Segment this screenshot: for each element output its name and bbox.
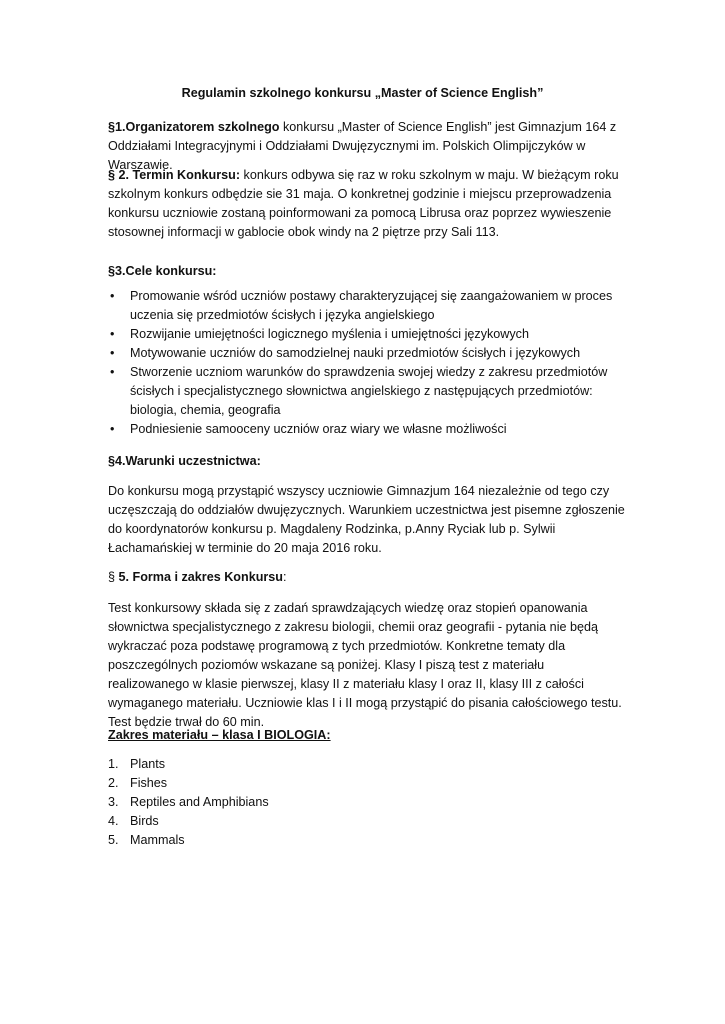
section-3-heading: §3.Cele konkursu: — [108, 264, 217, 278]
section-5-suffix: : — [283, 570, 287, 584]
section-4-heading: §4.Warunki uczestnictwa: — [108, 454, 261, 468]
list-item — [108, 755, 628, 774]
list-item — [108, 774, 628, 793]
goal-text: Stworzenie uczniom warunków do sprawdzenia swojej wiedzy z zakresu przedmiotów ścisłych i specjalistycznego słownictwa angielskiego z następujących przedmiotów: biologia, chemia, geografia — [130, 365, 608, 417]
list-number: 3. — [108, 795, 119, 809]
list-item — [108, 812, 628, 831]
topic-label: Birds — [130, 814, 159, 828]
goal-text: Motywowanie uczniów do samodzielnej nauki przedmiotów ścisłych i językowych — [130, 346, 581, 360]
material-scope-heading: Zakres materiału – klasa I BIOLOGIA: — [108, 728, 331, 742]
bullet-icon: • — [110, 327, 115, 341]
topic-label: Reptiles and Amphibians — [130, 795, 269, 809]
list-item — [108, 793, 628, 812]
list-item — [108, 363, 628, 420]
section-5-label: 5. Forma i zakres Konkursu — [118, 570, 283, 584]
list-item — [108, 287, 628, 325]
material-scope-list — [108, 755, 628, 850]
list-item — [108, 325, 628, 344]
section-1-text: konkursu „Master of Science English” jest Gimnazjum 164 z Oddziałami Integracyjnymi i Oddziałami Dwujęzycznymi im. Polskich Olimpijczyków w Warszawie. — [108, 120, 617, 172]
list-number: 2. — [108, 776, 119, 790]
list-number: 4. — [108, 814, 119, 828]
section-5-text: Test konkursowy składa się z zadań sprawdzających wiedzę oraz stopień opanowania słownictwa specjalistycznego z zakresu biologii, chemii oraz geografii - pytania nie będą wykraczać poza podstawę programową z tych przedmiotów. Konkretne tematy dla poszczególnych poziomów wskazane są poniżej. Klasy I piszą test z materiału realizowanego w klasie pierwszej, klasy II z materiału klasy I oraz II, klasy III z całości wymaganego materiału. Uczniowie klas I i II mogą przystąpić do pisania całościowego testu. Test będzie trwał do 60 min. — [108, 601, 622, 729]
goal-text: Rozwijanie umiejętności logicznego myślenia i umiejętności językowych — [130, 327, 529, 341]
goals-list — [108, 287, 628, 439]
list-number: 1. — [108, 757, 119, 771]
topic-label: Fishes — [130, 776, 168, 790]
goal-text: Podniesienie samooceny uczniów oraz wiary we własne możliwości — [130, 422, 507, 436]
bullet-icon: • — [110, 422, 115, 436]
topic-label: Mammals — [130, 833, 185, 847]
list-item — [108, 831, 628, 850]
list-item — [108, 344, 628, 363]
section-2-label: § 2. Termin Konkursu: — [108, 168, 241, 182]
section-2-paragraph — [108, 166, 623, 242]
list-item — [108, 420, 628, 439]
section-4-text: Do konkursu mogą przystąpić wszyscy uczniowie Gimnazjum 164 niezależnie od tego czy uczęszczają do oddziałów dwujęzycznych. Warunkiem uczestnictwa jest pisemne zgłoszenie do koordynatorów konkursu p. Magdaleny Rodzinka, p.Anny Ryciak lub p. Sylwii Łachamańskiej w terminie do 20 maja 2016 roku. — [108, 484, 625, 555]
document-title: Regulamin szkolnego konkursu „Master of Science English” — [181, 86, 544, 100]
section-1-label: §1.Organizatorem szkolnego — [108, 120, 280, 134]
bullet-icon: • — [110, 365, 115, 379]
topic-label: Plants — [130, 757, 166, 771]
goal-text: Promowanie wśród uczniów postawy charakteryzującej się zaangażowaniem w proces uczenia się przedmiotów ścisłych i języka angielskiego — [130, 289, 613, 322]
bullet-icon: • — [110, 289, 115, 303]
section-5-prefix: § — [108, 570, 119, 584]
section-2-text: konkurs odbywa się raz w roku szkolnym w maju. W bieżącym roku szkolnym konkurs odbędzie sie 31 maja. O konkretnej godzinie i miejscu przeprowadzenia konkursu uczniowie zostaną poinformowani za pomocą Librusa oraz poprzez wywieszenie stosownej informacji w gablocie obok windy na 2 piętrze przy Sali 113. — [108, 168, 619, 239]
list-number: 5. — [108, 833, 119, 847]
bullet-icon: • — [110, 346, 115, 360]
section-5-heading — [108, 568, 623, 587]
